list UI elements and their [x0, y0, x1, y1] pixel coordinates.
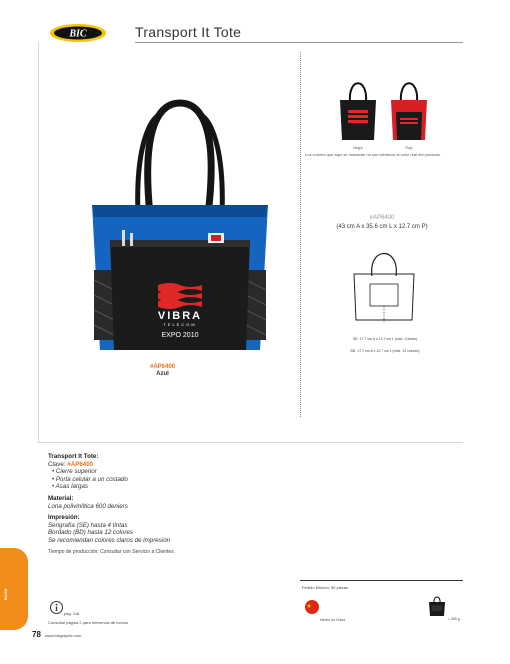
impresion-line: Bordado (BD) hasta 12 colores	[48, 529, 133, 537]
desc-clave-code: #AP6400	[67, 460, 94, 468]
material-text: Lona poliviníltica 600 deniers	[48, 502, 128, 510]
china-flag-icon	[305, 600, 319, 614]
main-bag-image	[80, 95, 280, 360]
impresion-title: Impresión:	[48, 514, 80, 522]
weight-bag-icon	[428, 593, 446, 617]
color-name-red: Rojo	[405, 146, 413, 150]
impresion-line: Serigrafía (SE) hasta 4 tintas	[48, 521, 128, 529]
desc-bullet: • Porta celular a un costado	[52, 475, 128, 483]
desc-clave	[48, 461, 288, 469]
material-title: Material:	[48, 494, 74, 502]
frame-divider	[300, 52, 301, 417]
header-rule	[135, 42, 463, 43]
info-page-ref: pág. 118	[64, 611, 80, 616]
product-description	[48, 453, 288, 545]
imprint-area-se: SE: 17.7 cm A x 12.7 cm L (máx. 4 tintas)	[352, 337, 418, 341]
impresion-line: Se recomiendan colores claros de impresión	[48, 536, 171, 544]
main-product-code: #AP6400	[149, 364, 176, 370]
desc-bullet-text: Asas largas	[55, 483, 88, 491]
info-icon	[50, 601, 63, 614]
desc-bullet: • Asas largas	[52, 483, 88, 491]
section-tab-label: BAGS	[3, 588, 8, 600]
min-order: Pedido Mínimo: 50 piezas	[302, 585, 349, 590]
dimension-code: #AP6400	[369, 215, 395, 221]
page-number: 78	[32, 630, 41, 639]
imprint-event-text: EXPO 2010	[161, 332, 199, 339]
page-title: Transport It Tote	[135, 24, 242, 40]
main-product-color: Azul	[156, 371, 169, 377]
color-bag-black	[337, 72, 379, 142]
desc-clave-label: Clave:	[48, 460, 66, 468]
made-in-label: Hecho en China	[320, 618, 346, 622]
desc-bullet-text: Porta celular a un costado	[55, 475, 128, 483]
frame-line-bottom	[38, 442, 463, 443]
color-bag-red	[388, 72, 430, 142]
dimension-text: (43 cm A x 35.6 cm L x 12.7 cm P)	[336, 224, 428, 230]
info-note: Consultar página 2 para referencia de íconos	[48, 620, 129, 625]
website: www.bicgraphic.com	[45, 633, 82, 638]
desc-title: Transport It Tote:	[48, 453, 99, 460]
color-name-black: Negro	[353, 146, 363, 150]
imprint-sub-text: TELECOM	[163, 322, 197, 327]
weight-label: ≈ 300 g	[448, 617, 460, 621]
min-order-rule	[300, 580, 463, 581]
imprint-logo-text: VIBRA	[157, 310, 203, 322]
bic-logo-text: BIC	[69, 28, 87, 40]
color-disclaimer: Los colores que aquí se muestran no son idénticos al color real del producto	[305, 152, 441, 157]
production-time: Tiempo de producción: Consultar con Servicio a Clientes	[48, 549, 174, 555]
bic-logo	[48, 22, 108, 44]
imprint-area-bd: BD: 17.7 cm A x 12.7 cm L (máx. 12 colores)	[350, 349, 420, 353]
bag-line-drawing	[350, 244, 418, 322]
frame-line-left	[38, 42, 39, 442]
desc-bullet: • Cierre superior	[52, 468, 97, 476]
desc-bullet-text: Cierre superior	[55, 468, 97, 476]
